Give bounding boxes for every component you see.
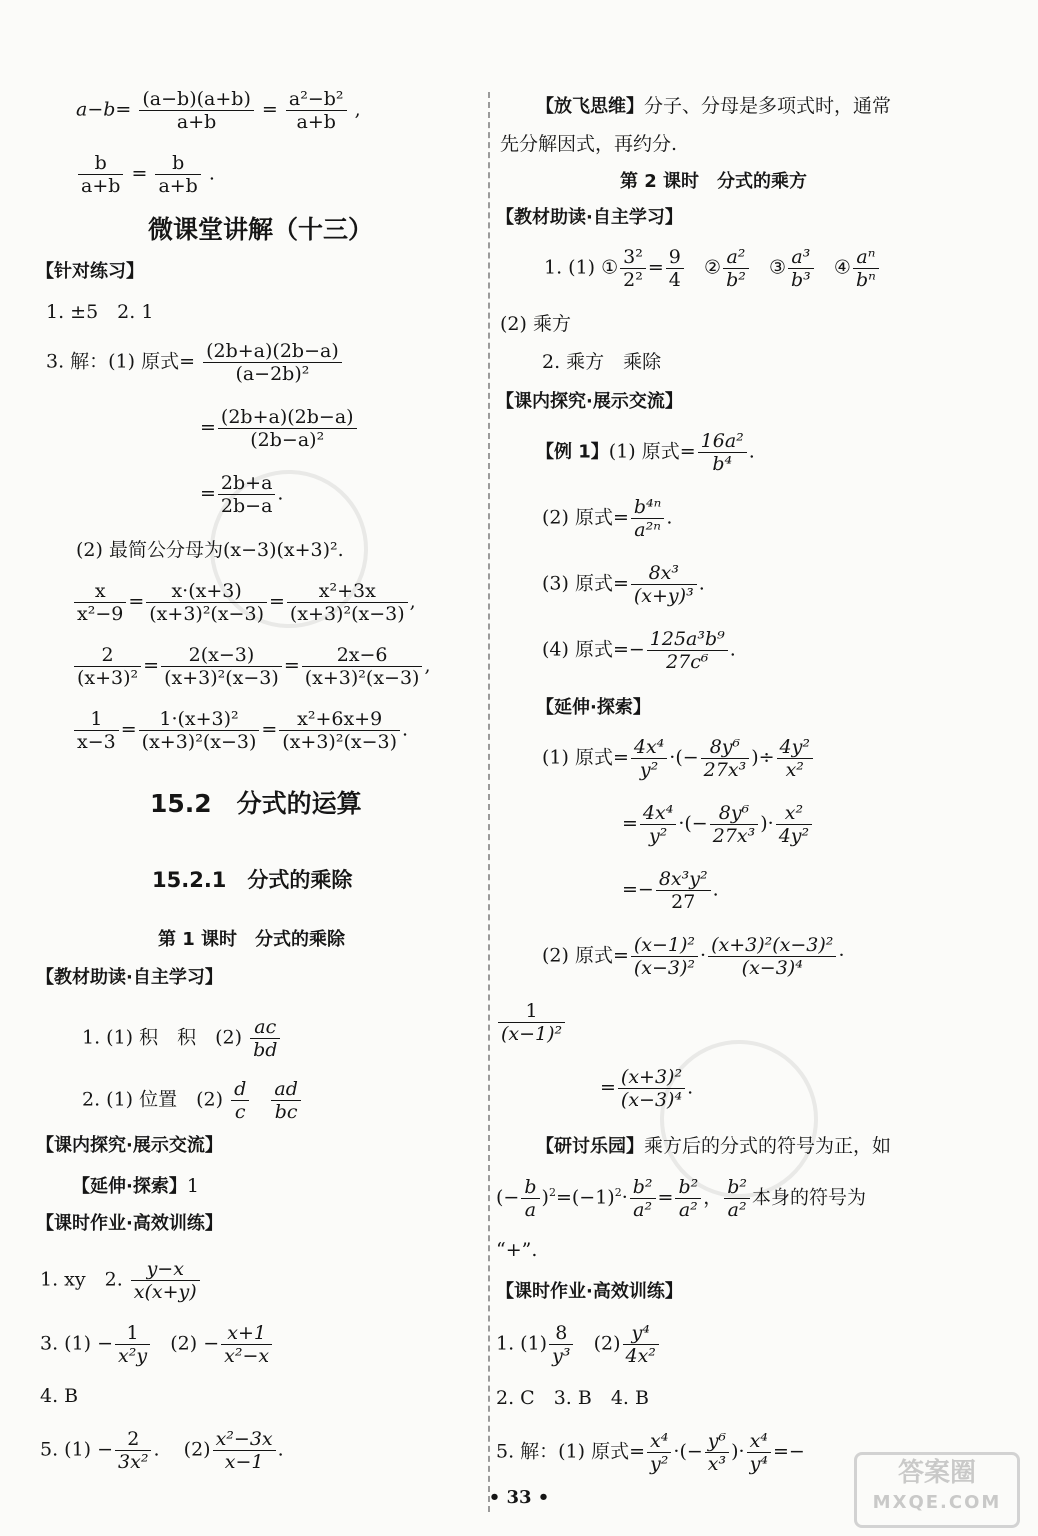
- solution-line: 3. 解：(1) 原式= $\frac{(2b+a)(2b-a)}{\text{(a−2b)²}}$: [46, 340, 344, 385]
- solution-line: =− $\frac{\text{8x³y²}}{27}$ .: [622, 868, 719, 913]
- site-watermark-logo: 答案圈 MXQE.COM: [854, 1452, 1020, 1528]
- answer-line: 1. (1) ① $\frac{\text{3²}}{\text{2²}}$ = $\frac{9}{4}$ ② $\frac{\text{a²}}{\text{b²}}$ ③ $\frac{\text{a³}}{\text{b³}}$ ④ $\frac{\text{aⁿ}}{\text{bⁿ}}$: [544, 246, 881, 291]
- equation-line: $\frac{2}{\text{(x+3)²}}$ = $\frac{2(x-3)}{\text{(x+3)²(x−3)}}$ = $\frac{2x-6}{\text{(x+3)²(x−3)}}$ ,: [72, 644, 431, 689]
- example-line: 【例 1】(1) 原式= $\frac{\text{16a²}}{\text{b⁴}}$ .: [536, 430, 755, 475]
- study-line: (− $\frac{b}{a}$ )$^2=(-1)^2\cdot$ $\frac{\text{b²}}{\text{a²}}$ = $\frac{\text{b²}}{\text{a²}}$ ， $\frac{\text{b²}}{\text{a²}}$ 本身的符号为: [496, 1176, 867, 1221]
- solution-line: = $\frac{2b+a}{2b-a}$ .: [200, 472, 284, 517]
- solution-line: = $\frac{\text{4x⁴}}{\text{y²}}$ ·(− $\frac{\text{8y⁶}}{\text{27x³}}$ )· $\frac{\text{x²}}{\text{4y²}}$: [622, 802, 814, 847]
- section-tag: 【教材助读·自主学习】: [496, 207, 683, 228]
- answer-line: 5. (1) − $\frac{2}{\text{3x²}}$ . (2) $\frac{\text{x²−3x}}{x-1}$ .: [40, 1428, 284, 1473]
- example-line: (4) 原式=− $\frac{\text{125a³b⁹}}{\text{27c⁶}}$ .: [542, 628, 736, 673]
- answer-line: 2. C 3. B 4. B: [496, 1387, 649, 1409]
- section-tag: 【课时作业·高效训练】: [496, 1281, 683, 1302]
- section-tag: 【课内探究·展示交流】: [36, 1135, 223, 1156]
- equation-line: $\frac{x}{\text{x²−9}}$ = $\frac{x\cdot(x+3)}{\text{(x+3)²(x−3)}}$ = $\frac{\text{x²+3x}}{\text{(x+3)²(x−3)}}$ ,: [72, 580, 416, 625]
- section-tag: 【课内探究·展示交流】: [496, 391, 683, 412]
- tip-line: 先分解因式，再约分.: [500, 133, 678, 155]
- left-column: [0, 0, 480, 1536]
- study-line: “+”.: [496, 1239, 538, 1261]
- answer-line: 4. B: [40, 1385, 79, 1407]
- answer-line: 1. ±5 2. 1: [46, 301, 154, 323]
- answer-line: 1. (1) $\frac{8}{\text{y³}}$ (2) $\frac{\text{y⁴}}{\text{4x²}}$: [496, 1322, 661, 1367]
- answer-line: 【延伸·探索】1: [72, 1175, 199, 1197]
- solution-line: = $\frac{\text{(x+3)²}}{\text{(x−3)⁴}}$ .: [600, 1066, 694, 1111]
- section-tag: 【教材助读·自主学习】: [36, 967, 223, 988]
- equation-line: $\frac{1}{x-3}$ = $\frac{\text{1·(x+3)²}}{\text{(x+3)²(x−3)}}$ = $\frac{\text{x²+6x+9}}{\text{(x+3)²(x−3)}}$ .: [72, 708, 408, 753]
- tip-line: 【放飞思维】分子、分母是多项式时，通常: [536, 95, 892, 117]
- answer-line: 1. xy 2. $\frac{y-x}{x(x+y)}$: [40, 1258, 202, 1303]
- answer-line: 2. 乘方 乘除: [542, 351, 662, 373]
- section-tag: 【针对练习】: [36, 261, 144, 282]
- page-number: • 33 •: [488, 1487, 550, 1508]
- answer-line: 2. (1) 位置 (2) $\frac{d}{c}$ $\frac{ad}{bc}$: [82, 1078, 303, 1123]
- section-tag: 【课时作业·高效训练】: [36, 1213, 223, 1234]
- solution-line: $\frac{1}{\text{(x−1)²}}$: [496, 1000, 567, 1045]
- solution-line: (2) 原式= $\frac{\text{(x−1)²}}{\text{(x−3)²}}$ · $\frac{\text{(x+3)²(x−3)²}}{\text{(x−3)⁴}}$ ·: [542, 934, 845, 979]
- solution-line: (2) 最简公分母为(x−3)(x+3)².: [76, 539, 344, 561]
- equation-line: $\frac{b}{a+b}$ = $\frac{b}{a+b}$ .: [76, 152, 215, 197]
- solution-line: = $\frac{(2b+a)(2b-a)}{\text{(2b−a)²}}$: [200, 406, 359, 451]
- answer-line: 1. (1) 积 积 (2) $\frac{ac}{bd}$: [82, 1016, 282, 1061]
- section-heading: 微课堂讲解（十三）: [148, 215, 374, 244]
- equation-line: a−b= $\frac{(a-b)(a+b)}{a+b}$ = $\frac{\text{a²−b²}}{a+b}$ ,: [76, 88, 361, 133]
- right-column: [480, 0, 1038, 1536]
- example-line: (3) 原式= $\frac{\text{8x³}}{\text{(x+y)³}}$ .: [542, 562, 705, 607]
- chapter-heading: 15.2 分式的运算: [150, 789, 362, 818]
- answer-line: 3. (1) − $\frac{1}{\text{x²y}}$ (2) − $\frac{x+1}{\text{x²−x}}$: [40, 1322, 274, 1367]
- subsection-heading: 15.2.1 分式的乘除: [152, 868, 353, 892]
- answer-line: (2) 乘方: [500, 313, 571, 335]
- lesson-heading: 第 1 课时 分式的乘除: [158, 929, 346, 950]
- study-line: 【研讨乐园】乘方后的分式的符号为正，如: [536, 1135, 892, 1157]
- example-line: (2) 原式= $\frac{\text{b⁴ⁿ}}{\text{a²ⁿ}}$ .: [542, 496, 673, 541]
- section-tag: 【延伸·探索】: [536, 697, 651, 718]
- lesson-heading: 第 2 课时 分式的乘方: [620, 171, 808, 192]
- solution-line: (1) 原式= $\frac{\text{4x⁴}}{\text{y²}}$ ·(− $\frac{\text{8y⁶}}{\text{27x³}}$ )÷ $\frac{\text{4y²}}{\text{x²}}$: [542, 736, 815, 781]
- solution-line: 5. 解：(1) 原式= $\frac{\text{x⁴}}{\text{y²}}$ ·(− $\frac{\text{y⁶}}{\text{x³}}$ )· $\frac{\text{x⁴}}{\text{y⁴}}$ =−: [496, 1430, 805, 1475]
